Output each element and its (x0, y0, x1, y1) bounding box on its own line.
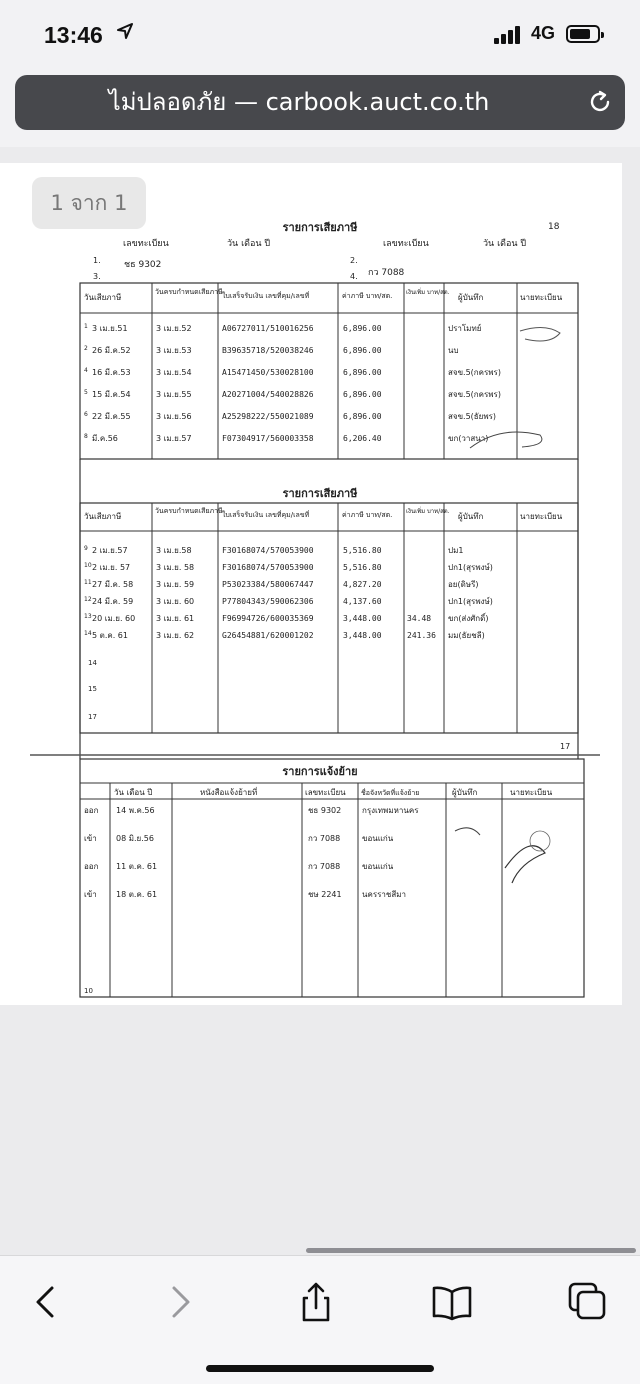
svg-text:15: 15 (88, 685, 97, 693)
t1-recorder: ปราโมทย์ (448, 324, 482, 333)
t1-amount: 6,206.40 (343, 434, 382, 443)
t1-amount: 6,896.00 (343, 324, 382, 333)
t2-recorder: ปก1(สุรพงษ์) (448, 563, 493, 572)
t1-due-date: 3 เม.ย.52 (156, 324, 192, 333)
tax-table-2 (84, 545, 493, 640)
t1-due-date: 3 เม.ย.54 (156, 368, 192, 377)
svg-text:4.: 4. (350, 272, 358, 281)
t1-row-num: 2 (84, 345, 88, 352)
move-province: ขอนแก่น (362, 862, 394, 871)
t1-col-tax-date: วันเสียภาษี (84, 293, 122, 302)
reg-1: ชธ 9302 (124, 260, 162, 270)
t1-col-extra: เงินเพิ่ม บาท/สต. (406, 289, 450, 296)
t1-tax-date: มี.ค.56 (92, 434, 118, 443)
col-move-registrar: นายทะเบียน (510, 788, 553, 797)
t1-receipt: A20271004/540028826 (222, 390, 314, 399)
t1-row-num: 4 (84, 367, 88, 374)
t1-amount: 6,896.00 (343, 412, 382, 421)
t2-col-due-date: วันครบกำหนดเสียภาษี (155, 507, 223, 515)
t1-recorder: สจข.5(กครพร) (448, 368, 501, 377)
transfer-table (84, 806, 419, 899)
svg-text:1.: 1. (93, 256, 101, 265)
share-icon[interactable] (292, 1278, 340, 1326)
t2-amount: 4,827.20 (343, 580, 382, 589)
svg-text:2.: 2. (350, 256, 358, 265)
t2-col-recorder: ผู้บันทึก (458, 512, 484, 521)
t1-recorder: นบ (448, 346, 459, 355)
t2-row-num: 9 (84, 545, 88, 552)
document-page (0, 163, 622, 1005)
move-date: 14 พ.ค.56 (116, 806, 155, 815)
move-type: ออก (84, 862, 99, 871)
t2-due-date: 3 เม.ย. 58 (156, 563, 195, 572)
status-bar (0, 0, 640, 68)
t2-receipt: F30168074/570053900 (222, 563, 314, 572)
t1-recorder: สจข.5(กครพร) (448, 390, 501, 399)
t2-tax-date: 2 เม.ย.57 (92, 546, 128, 555)
t1-receipt: B39635718/520038246 (222, 346, 314, 355)
t2-receipt: G26454881/620001202 (222, 631, 314, 640)
t1-row-num: 8 (84, 433, 88, 440)
url-text[interactable]: ไม่ปลอดภัย — carbook.auct.co.th (108, 88, 490, 116)
t1-receipt: A25298222/550021089 (222, 412, 314, 421)
battery-icon (566, 25, 600, 43)
reload-icon[interactable] (587, 89, 613, 115)
t2-receipt: F30168074/570053900 (222, 546, 314, 555)
move-type: เข้า (84, 890, 97, 899)
svg-text:3.: 3. (93, 272, 101, 281)
move-province: กรุงเทพมหานคร (362, 806, 419, 815)
col-move-doc: หนังสือแจ้งย้ายที่ (200, 788, 258, 797)
t1-col-registrar: นายทะเบียน (520, 293, 563, 302)
t2-extra: 241.36 (407, 631, 436, 640)
t2-amount: 5,516.80 (343, 546, 382, 555)
t1-due-date: 3 เม.ย.57 (156, 434, 192, 443)
t1-recorder: สจข.5(ธัยพร) (448, 412, 497, 421)
col-move-prov: ชื่อจังหวัดที่แจ้งย้าย (361, 789, 420, 797)
t2-amount: 3,448.00 (343, 631, 382, 640)
svg-text:17: 17 (88, 713, 97, 721)
mid-number: 17 (560, 742, 571, 751)
t2-recorder: ปม1 (448, 546, 464, 555)
t1-col-amount: ค่าภาษี บาท/สต. (342, 292, 393, 300)
t2-row-num: 12 (84, 596, 92, 603)
col-move-date: วัน เดือน ปี (114, 788, 153, 797)
move-reg: กว 7088 (308, 862, 341, 871)
document-viewer[interactable] (0, 147, 640, 1255)
t2-recorder: มม(ธัยชลี) (448, 631, 485, 640)
t1-tax-date: 22 มี.ค.55 (92, 412, 131, 421)
scroll-indicator[interactable] (306, 1248, 636, 1253)
t2-recorder: อย(ดิษรี) (448, 580, 479, 589)
t1-tax-date: 16 มี.ค.53 (92, 368, 131, 377)
move-header: รายการแจ้งย้าย (282, 765, 358, 778)
corner-number: 18 (548, 222, 560, 232)
t1-tax-date: 26 มี.ค.52 (92, 346, 131, 355)
t1-col-due-date: วันครบกำหนดเสียภาษี (155, 288, 223, 296)
t1-due-date: 3 เม.ย.55 (156, 390, 192, 399)
t2-row-num: 13 (84, 613, 92, 620)
t2-col-receipt: ใบเสร็จรับเงิน เลขที่คุม/เลขที่ (222, 511, 310, 519)
move-date: 08 มิ.ย.56 (116, 834, 154, 843)
t2-tax-date: 24 มี.ค. 59 (92, 597, 134, 606)
t1-row-num: 1 (84, 323, 88, 330)
move-province: ขอนแก่น (362, 834, 394, 843)
forward-icon[interactable] (156, 1278, 204, 1326)
t2-receipt: P53023384/580067447 (222, 580, 314, 589)
svg-text:10: 10 (84, 987, 93, 995)
tax-header-1: รายการเสียภาษี (282, 221, 358, 234)
t2-recorder: ปก1(สุรพงษ์) (448, 597, 493, 606)
page-indicator: 1 จาก 1 (32, 177, 146, 229)
network-type: 4G (531, 23, 556, 43)
t2-recorder: ขก(ส่งศักดิ์) (448, 614, 489, 623)
t1-col-recorder: ผู้บันทึก (458, 293, 484, 302)
t1-amount: 6,896.00 (343, 390, 382, 399)
t2-tax-date: 5 ต.ค. 61 (92, 631, 128, 640)
t2-col-registrar: นายทะเบียน (520, 512, 563, 521)
t1-amount: 6,896.00 (343, 346, 382, 355)
move-type: เข้า (84, 834, 97, 843)
t1-recorder: ขก(วาสนา) (448, 434, 489, 443)
reg-label-1: เลขทะเบียน (123, 239, 169, 249)
col-move-recorder: ผู้บันทึก (452, 788, 478, 797)
t1-tax-date: 3 เม.ย.51 (92, 324, 128, 333)
t2-due-date: 3 เม.ย. 62 (156, 631, 195, 640)
t2-row-num: 10 (84, 562, 92, 569)
location-arrow-icon (116, 22, 134, 40)
reg-label-2: เลขทะเบียน (383, 239, 429, 249)
tax-header-2: รายการเสียภาษี (282, 487, 358, 500)
t1-amount: 6,896.00 (343, 368, 382, 377)
move-date: 11 ต.ค. 61 (116, 862, 158, 871)
t1-tax-date: 15 มี.ค.54 (92, 390, 131, 399)
t2-due-date: 3 เม.ย. 59 (156, 580, 195, 589)
t1-receipt: A06727011/510016256 (222, 324, 314, 333)
t2-amount: 3,448.00 (343, 614, 382, 623)
signal-bars-icon (494, 26, 522, 44)
t2-extra: 34.48 (407, 614, 432, 623)
t2-receipt: P77804343/590062306 (222, 597, 314, 606)
date-label-1: วัน เดือน ปี (227, 239, 271, 249)
t2-tax-date: 20 เม.ย. 60 (92, 614, 136, 623)
status-time: 13:46 (44, 22, 103, 48)
t1-row-num: 5 (84, 389, 88, 396)
t2-col-tax-date: วันเสียภาษี (84, 512, 122, 521)
t2-row-num: 11 (84, 579, 92, 586)
back-icon[interactable] (22, 1278, 70, 1326)
t2-amount: 4,137.60 (343, 597, 382, 606)
t1-due-date: 3 เม.ย.56 (156, 412, 192, 421)
t2-due-date: 3 เม.ย. 60 (156, 597, 195, 606)
t2-row-num: 14 (84, 630, 92, 637)
t2-amount: 5,516.80 (343, 563, 382, 572)
svg-text:14: 14 (88, 659, 97, 667)
tabs-icon[interactable] (564, 1278, 612, 1326)
col-move-reg: เลขทะเบียน (305, 788, 346, 797)
move-type: ออก (84, 806, 99, 815)
t1-receipt: F07304917/560003358 (222, 434, 314, 443)
bookmarks-icon[interactable] (428, 1278, 476, 1326)
t2-col-extra: เงินเพิ่ม บาท/สต. (406, 508, 450, 515)
t2-tax-date: 27 มี.ค. 58 (92, 580, 134, 589)
scanned-document (0, 163, 622, 1005)
move-date: 18 ต.ค. 61 (116, 890, 158, 899)
t1-col-receipt: ใบเสร็จรับเงิน เลขที่คุม/เลขที่ (222, 292, 310, 300)
t2-receipt: F96994726/600035369 (222, 614, 314, 623)
t1-receipt: A15471450/530028100 (222, 368, 314, 377)
t2-col-amount: ค่าภาษี บาท/สต. (342, 511, 393, 519)
move-province: นครราชสีมา (362, 890, 406, 899)
t2-due-date: 3 เม.ย. 61 (156, 614, 195, 623)
address-bar[interactable] (15, 75, 625, 130)
t2-due-date: 3 เม.ย.58 (156, 546, 192, 555)
move-reg: กว 7088 (308, 834, 341, 843)
t1-row-num: 6 (84, 411, 88, 418)
move-reg: ชธ 9302 (308, 806, 342, 815)
tax-table-1 (84, 323, 501, 443)
t2-tax-date: 2 เม.ย. 57 (92, 563, 131, 572)
date-label-2: วัน เดือน ปี (483, 239, 527, 249)
move-reg: ชษ 2241 (308, 890, 342, 899)
reg-2: กว 7088 (368, 268, 405, 278)
home-indicator[interactable] (206, 1365, 434, 1372)
t1-due-date: 3 เม.ย.53 (156, 346, 192, 355)
